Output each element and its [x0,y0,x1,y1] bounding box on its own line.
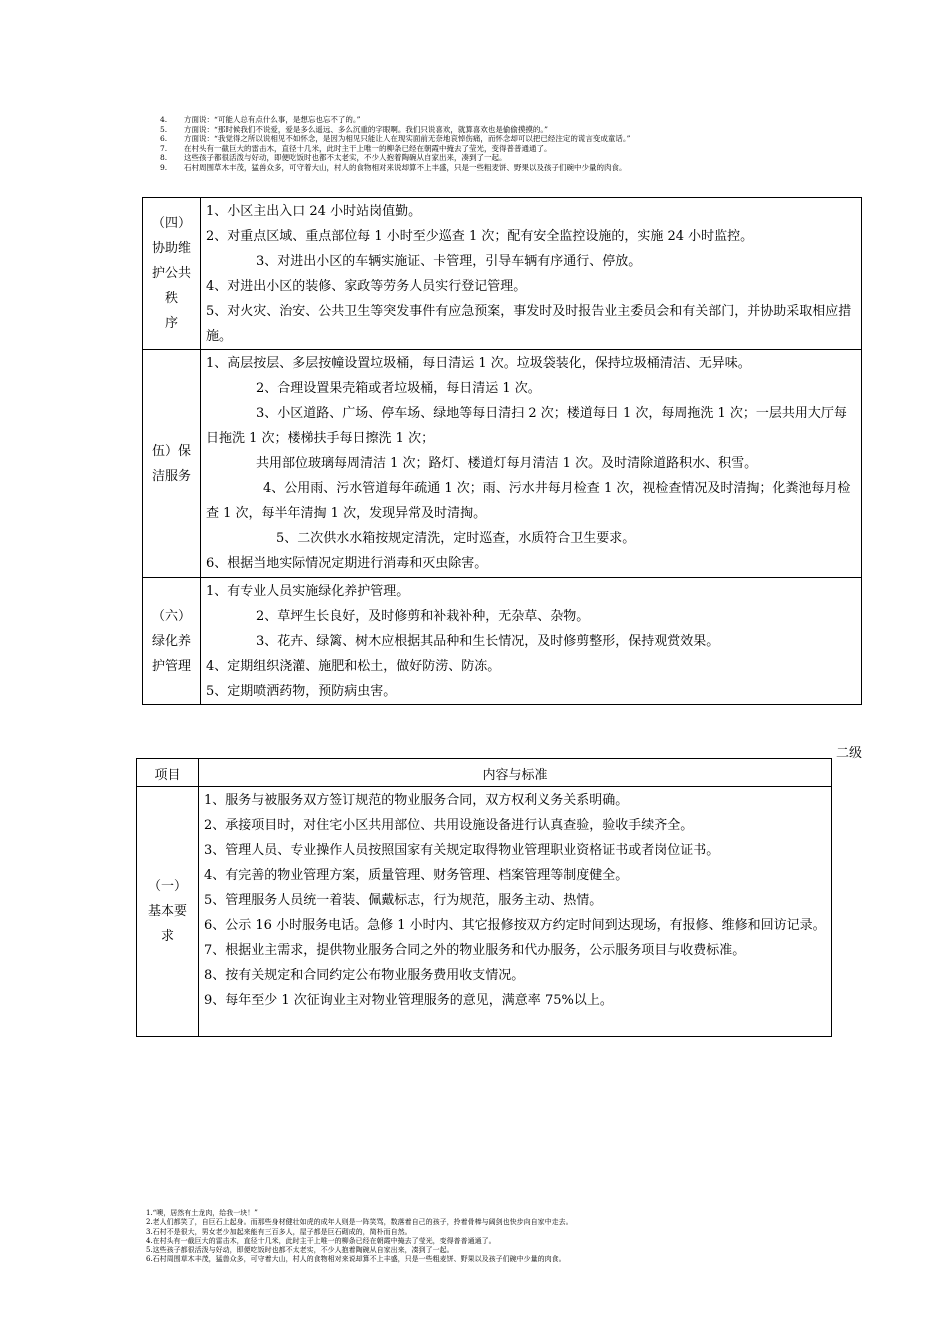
row-label-line: 洁服务 [151,468,191,484]
note-number: 5. [160,124,168,134]
content-item: 2、承接项目时，对住宅小区共用部位、共用设施设备进行认真查验，验收手续齐全。 [204,818,694,833]
note-text: 方面说：“我觉得之所以说相见不如怀念，是因为相见只能让人在现实面前无奈地哀悼伤痛，而怀念却可以把已经注定的谎言变成童话。” [184,134,631,144]
note-item [160,153,630,163]
row-label-line: （一） [147,879,187,894]
content-item: 4、公用雨、污水管道每年疏通 1 次；雨、污水井每月检查 1 次，视检查情况及时清掏；化粪池每月检查 1 次，每半年清掏 1 次，发现异常及时清掏。 [206,481,851,521]
content-item: 4、有完善的物业管理方案，质量管理、财务管理、档案管理等制度健全。 [204,868,629,883]
footnote-item: 6.石村周围草木丰茂，猛兽众多，可守着大山，村人的食物相对来说却算不上丰盛，只是一些粗麦饼、野果以及孩子们碗中少量的肉食。 [146,1255,566,1264]
content-item: 4、对进出小区的装修、家政等劳务人员实行登记管理。 [206,279,527,294]
note-item [160,163,630,173]
note-item [160,144,630,154]
content-item: 1、小区主出入口 24 小时站岗值勤。 [206,204,422,219]
bottom-notes [146,1209,573,1265]
content-item: 2、草坪生长良好，及时修剪和补栽补种，无杂草、杂物。 [256,609,590,624]
header-col-item: 项目 [137,759,199,787]
note-number: 8. [160,153,168,163]
row-label [143,578,201,705]
footnote-item: 1.“噢，居然有土龙肉，给我一块！” [146,1209,258,1217]
row-label-line: 协助维 [151,241,191,256]
note-item [160,115,630,125]
content-item: 9、每年至少 1 次征询业主对物业管理服务的意见，满意率 75%以上。 [204,993,613,1008]
content-item: 6、公示 16 小时服务电话。急修 1 小时内、其它报修按双方约定时间到达现场，有报修、维修和回访记录。 [204,918,826,933]
content-item: 1、有专业人员实施绿化养护管理。 [206,584,410,599]
row-label-line: （四） [151,216,191,231]
table-row [143,578,862,705]
content-item: 7、根据业主需求，提供物业服务合同之外的物业服务和代办服务，公示服务项目与收费标准。 [204,943,746,958]
content-item: 5、定期喷洒药物，预防病虫害。 [206,684,397,699]
row-label-line: 护管理 [151,658,191,674]
content-item: 5、管理服务人员统一着装、佩戴标志，行为规范，服务主动、热情。 [204,893,603,908]
row-label-line: 护公共 [151,266,191,281]
top-notes [160,115,630,173]
note-number: 7. [160,143,168,153]
content-item: 5、二次供水水箱按规定清洗，定时巡查，水质符合卫生要求。 [276,531,636,546]
header-col-content: 内容与标准 [199,759,832,787]
service-table-1 [142,197,862,705]
note-text: 石村周围草木丰茂，猛兽众多，可守着大山，村人的食物相对来说却算不上丰盛，只是一些粗麦饼、野果以及孩子们碗中少量的肉食。 [184,162,627,172]
table-row [137,787,832,1037]
row-content [201,578,862,705]
row-label [143,350,201,578]
footnote-item: 4.在村头有一截巨大的雷击木，直径十几米，此时主干上唯一的柳条已经在朝霞中掩去了莹光，变得普普通通了。 [146,1236,496,1245]
note-number: 6. [160,134,168,144]
content-item: 1、高层按层、多层按幢设置垃圾桶，每日清运 1 次。垃圾袋装化，保持垃圾桶清洁、无异味。 [206,356,751,371]
service-table-2 [136,758,832,1037]
footnote-item: 3.石村不是很大，男女老少加起来能有三百多人，屋子都是巨石砌成的，简朴而自然。 [146,1227,412,1236]
row-label-line: 秩 [164,291,178,306]
row-label-line: （六） [151,608,191,624]
content-item: 6、根据当地实际情况定期进行消毒和灭虫除害。 [206,556,488,571]
note-text: 这些孩子都很活泼与好动，即便吃饭时也都不太老实，不少人抱着陶碗从自家出来，凑到了一起。 [184,153,507,163]
row-label-line: 绿化养 [151,633,191,649]
note-text: 方面说：“可能人总有点什么事，是想忘也忘不了的。” [184,115,361,124]
row-label-line: 基本要 [147,904,187,919]
note-item [160,125,630,135]
content-item: 5、对火灾、治安、公共卫生等突发事件有应急预案，事发时及时报告业主委员会和有关部门，并协助采取相应措施。 [206,304,852,344]
row-label [137,787,199,1037]
note-item [160,134,630,144]
row-content [201,350,862,578]
content-item: 2、对重点区域、重点部位每 1 小时至少巡查 1 次；配有安全监控设施的，实施 24 小时监控。 [206,229,754,244]
row-label-line: 求 [160,929,174,944]
content-item: 3、对进出小区的车辆实施证、卡管理，引导车辆有序通行、停放。 [256,254,642,269]
row-label [143,198,201,350]
footnote-item: 5.这些孩子都很活泼与好动，即便吃饭时也都不太老实，不少人抱着陶碗从自家出来，凑到了一起。 [146,1246,454,1255]
content-item: 共用部位玻璃每周清洁 1 次；路灯、楼道灯每月清洁 1 次。及时清除道路积水、积雪。 [256,456,758,471]
row-content [201,198,862,350]
note-number: 4. [160,115,168,124]
content-item: 2、合理设置果壳箱或者垃圾桶，每日清运 1 次。 [256,381,541,396]
content-item: 1、服务与被服务双方签订规范的物业服务合同，双方权利义务关系明确。 [204,793,629,808]
content-item: 3、花卉、绿篱、树木应根据其品种和生长情况，及时修剪整形，保持观赏效果。 [256,634,720,649]
note-text: 在村头有一截巨大的雷击木，直径十几米，此时主干上唯一的柳条已经在朝霞中掩去了莹光，变得普普通通了。 [184,143,552,153]
note-text: 方面说：“那时候我们不说爱，爱是多么遥远、多么沉重的字眼啊。我们只说喜欢，就算喜欢也是偷偷摸摸的。” [184,124,548,134]
content-item: 4、定期组织浇灌、施肥和松土，做好防涝、防冻。 [206,659,501,674]
table-row [143,198,862,350]
content-item: 3、小区道路、广场、停车场、绿地等每日清扫 2 次；楼道每日 1 次，每周拖洗 1 次；一层共用大厅每日拖洗 1 次；楼梯扶手每日擦洗 1 次； [206,406,847,446]
level-label: 二级 [836,746,863,761]
row-label-line: 序 [164,316,178,331]
table-header-row [137,759,832,787]
row-label-line: 伍）保 [151,443,191,459]
table-row [143,350,862,578]
note-number: 9. [160,162,168,172]
content-item: 8、按有关规定和合同约定公布物业服务费用收支情况。 [204,968,525,983]
content-item: 3、管理人员、专业操作人员按照国家有关规定取得物业管理职业资格证书或者岗位证书。 [204,843,720,858]
row-content [199,787,832,1037]
footnote-item: 2.老人们都笑了，自巨石上起身。而那些身材健壮如虎的成年人则是一阵笑骂，数落着自己的孩子，拎着骨棒与阔剑也快步向自家中走去。 [146,1218,573,1227]
